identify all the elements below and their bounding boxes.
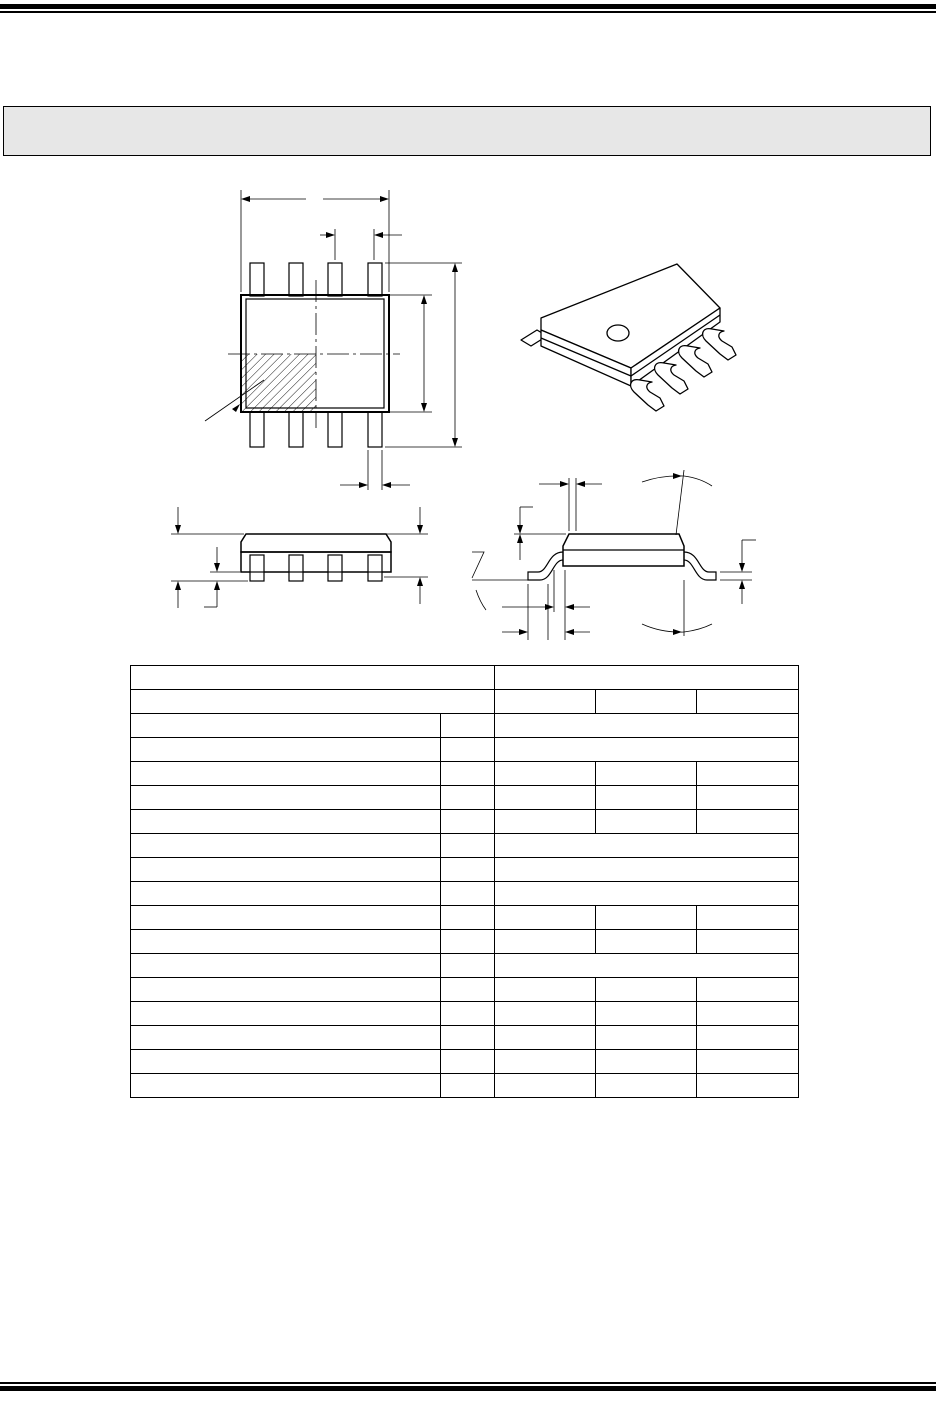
table-cell: [441, 762, 495, 786]
table-cell: [495, 1026, 596, 1050]
table-cell: [131, 954, 441, 978]
table-cell: [441, 714, 495, 738]
table-row: [131, 1050, 799, 1074]
table-cell: [495, 930, 596, 954]
table-cell: [495, 834, 799, 858]
3d-view: [521, 264, 736, 411]
table-cell: [697, 1050, 799, 1074]
table-row: [131, 858, 799, 882]
table-row: [131, 762, 799, 786]
table-row: [131, 786, 799, 810]
table-row: [131, 738, 799, 762]
table-cell: [131, 1002, 441, 1026]
table-cell: [495, 882, 799, 906]
table-header-row: [131, 666, 799, 690]
table-row: [131, 1002, 799, 1026]
table-cell: [441, 906, 495, 930]
table-cell: [131, 786, 441, 810]
footer-rule-thick: [0, 1386, 936, 1391]
table-cell: [441, 810, 495, 834]
table-cell: [495, 810, 596, 834]
table-cell: [131, 930, 441, 954]
table-cell: [441, 978, 495, 1002]
table-cell: [131, 882, 441, 906]
table-cell: [441, 1026, 495, 1050]
table-cell: [596, 930, 697, 954]
end-view-arrows: [517, 473, 745, 635]
table-cell: [596, 690, 697, 714]
table-cell: [697, 978, 799, 1002]
table-row: [131, 978, 799, 1002]
table-cell: [131, 1074, 441, 1098]
table-cell: [441, 834, 495, 858]
table-cell: [131, 810, 441, 834]
table-cell: [131, 666, 495, 690]
table-cell: [697, 1002, 799, 1026]
table-header-row: [131, 690, 799, 714]
table-cell: [697, 906, 799, 930]
table-cell: [441, 858, 495, 882]
table-cell: [697, 1074, 799, 1098]
table-cell: [131, 714, 441, 738]
table-cell: [495, 1002, 596, 1026]
footer-rule-thin: [0, 1382, 936, 1384]
table-cell: [697, 786, 799, 810]
side-view: [171, 507, 428, 608]
table-cell: [495, 690, 596, 714]
table-cell: [596, 1002, 697, 1026]
table-cell: [131, 906, 441, 930]
table-row: [131, 810, 799, 834]
table-cell: [131, 762, 441, 786]
table-cell: [441, 1050, 495, 1074]
table-cell: [495, 978, 596, 1002]
table-cell: [441, 738, 495, 762]
end-view: [472, 470, 756, 640]
table-cell: [495, 762, 596, 786]
table-cell: [697, 810, 799, 834]
table-cell: [131, 1050, 441, 1074]
table-cell: [495, 786, 596, 810]
table-row: [131, 1074, 799, 1098]
table-cell: [697, 1026, 799, 1050]
table-row: [131, 834, 799, 858]
table-row: [131, 954, 799, 978]
table-cell: [495, 1050, 596, 1074]
table-cell: [131, 738, 441, 762]
table-cell: [495, 666, 799, 690]
table-cell: [131, 690, 495, 714]
table-cell: [697, 762, 799, 786]
table-cell: [697, 930, 799, 954]
table-row: [131, 906, 799, 930]
table-cell: [495, 738, 799, 762]
table-cell: [131, 1026, 441, 1050]
table-row: [131, 882, 799, 906]
table-cell: [131, 978, 441, 1002]
table-cell: [596, 1026, 697, 1050]
table-cell: [596, 762, 697, 786]
table-cell: [441, 954, 495, 978]
table-cell: [131, 834, 441, 858]
table-cell: [697, 690, 799, 714]
table-cell: [441, 1074, 495, 1098]
table-cell: [441, 930, 495, 954]
table-row: [131, 930, 799, 954]
table-row: [131, 714, 799, 738]
dimensions-table: [130, 665, 799, 1098]
table-cell: [596, 978, 697, 1002]
table-cell: [596, 1050, 697, 1074]
table-cell: [495, 906, 596, 930]
table-cell: [596, 1074, 697, 1098]
table-cell: [131, 858, 441, 882]
table-cell: [596, 906, 697, 930]
table-cell: [495, 858, 799, 882]
table-cell: [441, 786, 495, 810]
table-cell: [596, 786, 697, 810]
table-cell: [596, 810, 697, 834]
table-cell: [495, 1074, 596, 1098]
package-drawing: [0, 0, 936, 660]
table-cell: [495, 954, 799, 978]
table-cell: [495, 714, 799, 738]
table-cell: [441, 1002, 495, 1026]
table-row: [131, 1026, 799, 1050]
table-cell: [441, 882, 495, 906]
